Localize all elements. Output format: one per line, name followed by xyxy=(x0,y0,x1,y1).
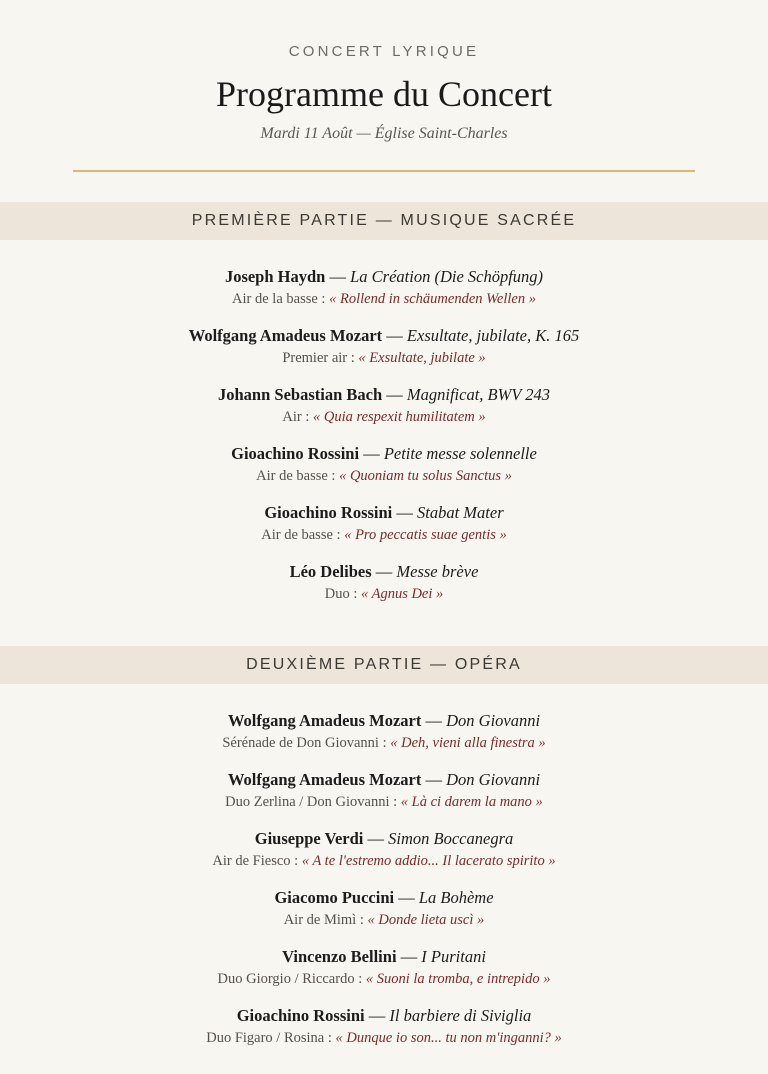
program-header xyxy=(0,0,768,172)
composer-name: Gioachino Rossini xyxy=(231,444,360,463)
section-list-part-one xyxy=(0,240,768,620)
program-item: Vincenzo Bellini — I Puritani Duo Giorgio / Riccardo : « Suoni la tromba, e intrepido » xyxy=(217,947,551,987)
aria-title: « Suoni la tromba, e intrepido » xyxy=(365,971,551,987)
composer-name: Vincenzo Bellini xyxy=(282,947,397,966)
work-title: Magnificat, BWV 243 xyxy=(406,385,551,404)
program-item: Wolfgang Amadeus Mozart — Don Giovanni Duo Zerlina / Don Giovanni : « Là ci darem la mano » xyxy=(225,770,543,810)
composer-name: Wolfgang Amadeus Mozart xyxy=(227,711,422,730)
work-title: Exsultate, jubilate, K. 165 xyxy=(406,326,580,345)
composer-name: Léo Delibes xyxy=(289,562,372,581)
composer-name: Gioachino Rossini xyxy=(236,1006,365,1025)
program-item: Wolfgang Amadeus Mozart — Don Giovanni Sérénade de Don Giovanni : « Deh, vieni alla finestra » xyxy=(222,711,546,751)
composer-name: Wolfgang Amadeus Mozart xyxy=(227,770,422,789)
aria-title: « Rollend in schäumenden Wellen » xyxy=(329,291,536,307)
work-title: Messe brève xyxy=(396,562,479,581)
piece-label: Duo Zerlina / Don Giovanni : xyxy=(225,794,398,810)
piece-label: Air de Mimì : xyxy=(283,912,364,928)
aria-title: « Agnus Dei » xyxy=(360,586,444,602)
section-heading-part-two: DEUXIÈME PARTIE — OPÉRA xyxy=(0,646,768,684)
work-title: Petite messe solennelle xyxy=(383,444,537,463)
program-item: Giuseppe Verdi — Simon Boccanegra Air de Fiesco : « A te l'estremo addio... Il lacerato spirito » xyxy=(212,829,556,869)
piece-label: Air de basse : xyxy=(256,468,336,484)
piece-label: Sérénade de Don Giovanni : xyxy=(222,735,387,751)
work-title: La Création (Die Schöpfung) xyxy=(350,267,544,286)
composer-name: Wolfgang Amadeus Mozart xyxy=(188,326,383,345)
work-title: La Bohème xyxy=(418,888,494,907)
work-title: Don Giovanni xyxy=(446,711,541,730)
section-list-part-two xyxy=(0,684,768,1064)
composer-name: Giacomo Puccini xyxy=(274,888,395,907)
aria-title: « Là ci darem la mano » xyxy=(400,794,543,810)
aria-title: « Pro peccatis suae gentis » xyxy=(344,527,507,543)
aria-title: « Donde lieta uscì » xyxy=(367,912,485,928)
composer-name: Gioachino Rossini xyxy=(264,503,393,522)
work-title: Il barbiere di Siviglia xyxy=(389,1006,532,1025)
eyebrow-label: CONCERT LYRIQUE xyxy=(288,43,480,60)
program-item: Gioachino Rossini — Petite messe solennelle Air de basse : « Quoniam tu solus Sanctus » xyxy=(231,444,537,484)
piece-label: Air de basse : xyxy=(261,527,341,543)
aria-title: « Dunque io son... tu non m'inganni? » xyxy=(335,1030,562,1046)
program-item: Wolfgang Amadeus Mozart — Exsultate, jubilate, K. 165 Premier air : « Exsultate, jubilate » xyxy=(188,326,580,366)
program-item: Johann Sebastian Bach — Magnificat, BWV 243 Air : « Quia respexit humilitatem » xyxy=(217,385,551,425)
gold-divider xyxy=(73,170,695,172)
composer-name: Joseph Haydn xyxy=(224,267,326,286)
program-item: Léo Delibes — Messe brève Duo : « Agnus Dei » xyxy=(289,562,479,602)
work-title: Stabat Mater xyxy=(417,503,504,522)
piece-label: Air de la basse : xyxy=(232,291,326,307)
aria-title: « Deh, vieni alla finestra » xyxy=(390,735,546,751)
section-heading-part-one: PREMIÈRE PARTIE — MUSIQUE SACRÉE xyxy=(0,202,768,240)
page-title: Programme du Concert xyxy=(216,74,552,114)
piece-label: Duo Figaro / Rosina : xyxy=(206,1030,332,1046)
program-item: Joseph Haydn — La Création (Die Schöpfung) Air de la basse : « Rollend in schäumenden Wellen » xyxy=(224,267,544,307)
aria-title: « Quoniam tu solus Sanctus » xyxy=(339,468,512,484)
work-title: I Puritani xyxy=(421,947,486,966)
piece-label: Air : xyxy=(282,409,310,425)
event-date-venue: Mardi 11 Août — Église Saint-Charles xyxy=(260,125,508,142)
piece-label: Air de Fiesco : xyxy=(212,853,299,869)
composer-name: Giuseppe Verdi xyxy=(254,829,364,848)
work-title: Simon Boccanegra xyxy=(388,829,514,848)
work-title: Don Giovanni xyxy=(446,770,541,789)
piece-label: Premier air : xyxy=(282,350,355,366)
aria-title: « Exsultate, jubilate » xyxy=(358,350,486,366)
program-item: Giacomo Puccini — La Bohème Air de Mimì : « Donde lieta uscì » xyxy=(274,888,494,928)
program-item: Gioachino Rossini — Il barbiere di Siviglia Duo Figaro / Rosina : « Dunque io son... tu non m'inganni? » xyxy=(206,1006,562,1046)
aria-title: « A te l'estremo addio... Il lacerato spirito » xyxy=(301,853,556,869)
piece-label: Duo : xyxy=(324,586,358,602)
aria-title: « Quia respexit humilitatem » xyxy=(312,409,486,425)
composer-name: Johann Sebastian Bach xyxy=(217,385,383,404)
piece-label: Duo Giorgio / Riccardo : xyxy=(217,971,363,987)
program-item: Gioachino Rossini — Stabat Mater Air de basse : « Pro peccatis suae gentis » xyxy=(261,503,507,543)
